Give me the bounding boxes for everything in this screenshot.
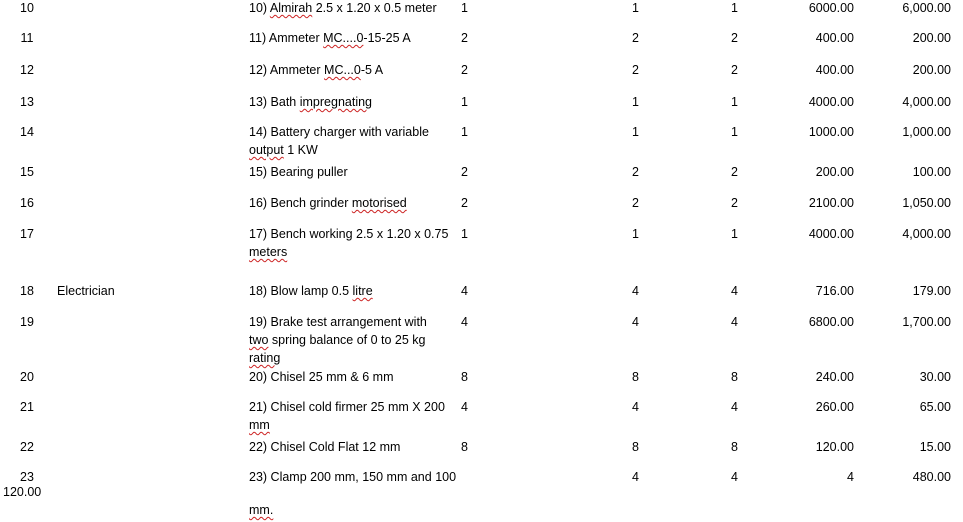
spellcheck-word: litre — [352, 284, 373, 298]
item-text: 13) Bath — [249, 95, 300, 109]
item-text: 14) Battery charger with variable — [249, 125, 429, 139]
serial-number-cell[interactable]: 17 — [20, 227, 34, 241]
item-text: 15) Bearing puller — [249, 165, 348, 179]
spellcheck-word: meters — [249, 245, 288, 259]
quantity-cell[interactable]: 2 — [632, 63, 639, 77]
amount-cell[interactable]: 1,050.00 — [902, 196, 951, 210]
amount-cell[interactable]: 1,700.00 — [902, 315, 951, 329]
quantity-cell[interactable]: 4 — [632, 400, 639, 414]
amount-cell[interactable]: 1,000.00 — [902, 125, 951, 139]
amount-cell[interactable]: 30.00 — [919, 370, 951, 384]
quantity-cell[interactable]: 1 — [632, 125, 639, 139]
spellcheck-word: MC....0 — [323, 31, 364, 45]
item-description-continuation[interactable] — [249, 501, 273, 519]
item-description-cell[interactable] — [249, 194, 457, 212]
item-text: -5 A — [360, 63, 384, 77]
rate-cell[interactable]: 716.00 — [815, 284, 854, 298]
quantity-cell[interactable]: 8 — [632, 440, 639, 454]
quantity-cell[interactable]: 2 — [461, 63, 468, 77]
item-description-cell[interactable] — [249, 0, 457, 17]
spellcheck-word: output — [249, 143, 284, 157]
quantity-cell[interactable]: 2 — [731, 31, 738, 45]
quantity-cell[interactable]: 2 — [632, 196, 639, 210]
rate-cell[interactable]: 200.00 — [815, 165, 854, 179]
amount-cell[interactable]: 179.00 — [912, 284, 951, 298]
item-description-cell[interactable] — [249, 282, 457, 300]
item-text: 19) Brake test arrangement with — [249, 315, 427, 329]
amount-cell[interactable]: 65.00 — [919, 400, 951, 414]
quantity-cell[interactable]: 4 — [632, 315, 639, 329]
spellcheck-word: two — [249, 333, 269, 347]
quantity-cell[interactable]: 1 — [461, 227, 468, 241]
rate-cell[interactable]: 4 — [847, 470, 854, 484]
item-text: 10) — [249, 1, 270, 15]
amount-cell[interactable]: 4,000.00 — [902, 227, 951, 241]
rate-cell[interactable]: 400.00 — [815, 31, 854, 45]
quantity-cell[interactable]: 1 — [632, 95, 639, 109]
item-text: 23) Clamp 200 mm, 150 mm and 100 — [249, 470, 457, 484]
quantity-cell[interactable]: 4 — [731, 470, 738, 484]
item-text: 11) Ammeter — [249, 31, 324, 45]
serial-number-cell[interactable]: 19 — [20, 315, 34, 329]
serial-number-cell[interactable]: 12 — [20, 63, 34, 77]
quantity-cell[interactable]: 8 — [461, 440, 468, 454]
item-text: 21) Chisel cold firmer 25 mm X 200 — [249, 400, 445, 414]
quantity-cell[interactable]: 2 — [461, 165, 468, 179]
quantity-cell[interactable]: 4 — [461, 400, 468, 414]
item-description-cell[interactable] — [249, 163, 457, 181]
amount-cell[interactable]: 200.00 — [912, 63, 951, 77]
quantity-cell[interactable]: 1 — [731, 125, 738, 139]
item-description-cell[interactable] — [249, 468, 457, 486]
quantity-cell[interactable]: 1 — [632, 227, 639, 241]
amount-cell[interactable]: 6,000.00 — [902, 1, 951, 15]
rate-cell[interactable]: 240.00 — [815, 370, 854, 384]
item-description-cell[interactable] — [249, 313, 457, 367]
quantity-cell[interactable]: 4 — [731, 400, 738, 414]
serial-number-cell[interactable]: 15 — [20, 165, 34, 179]
item-text: -15-25 A — [363, 31, 411, 45]
quantity-cell[interactable]: 1 — [461, 125, 468, 139]
serial-number-cell[interactable]: 10 — [20, 1, 34, 15]
quantity-cell[interactable]: 4 — [461, 315, 468, 329]
amount-cell[interactable]: 4,000.00 — [902, 95, 951, 109]
rate-cell[interactable]: 4000.00 — [808, 95, 854, 109]
rate-cell[interactable]: 6000.00 — [808, 1, 854, 15]
quantity-cell[interactable]: 2 — [632, 31, 639, 45]
quantity-cell[interactable]: 1 — [632, 1, 639, 15]
quantity-cell[interactable]: 2 — [731, 63, 738, 77]
serial-number-cell[interactable]: 18 — [20, 284, 34, 298]
amount-cell[interactable]: 480.00 — [912, 470, 951, 484]
rate-cell[interactable]: 400.00 — [815, 63, 854, 77]
quantity-cell[interactable]: 2 — [731, 196, 738, 210]
quantity-cell[interactable]: 8 — [731, 370, 738, 384]
amount-cell[interactable]: 200.00 — [912, 31, 951, 45]
spellcheck-word: mm — [249, 418, 270, 432]
item-description-cell[interactable] — [249, 438, 457, 456]
serial-number-cell[interactable]: 21 — [20, 400, 34, 414]
spellcheck-word: rating — [249, 351, 281, 365]
quantity-cell[interactable]: 2 — [632, 165, 639, 179]
amount-cell[interactable]: 100.00 — [912, 165, 951, 179]
quantity-cell[interactable]: 4 — [632, 470, 639, 484]
rate-cell[interactable]: 1000.00 — [808, 125, 854, 139]
spellcheck-word: motorised — [351, 196, 407, 210]
item-description-cell[interactable] — [249, 123, 457, 159]
overflow-amount-cell[interactable]: 120.00 — [3, 485, 42, 499]
quantity-cell[interactable]: 1 — [731, 95, 738, 109]
item-text: 17) Bench working 2.5 x 1.20 x 0.75 — [249, 227, 449, 241]
quantity-cell[interactable]: 1 — [461, 95, 468, 109]
quantity-cell[interactable]: 2 — [461, 196, 468, 210]
quantity-cell[interactable]: 8 — [461, 370, 468, 384]
quantity-cell[interactable]: 1 — [731, 1, 738, 15]
item-text: 2.5 x 1.20 x 0.5 meter — [312, 1, 437, 15]
item-text: 18) Blow lamp 0.5 — [249, 284, 353, 298]
rate-cell[interactable]: 4000.00 — [808, 227, 854, 241]
spellcheck-word: mm. — [249, 503, 274, 517]
serial-number-cell[interactable]: 22 — [20, 440, 34, 454]
quantity-cell[interactable]: 4 — [632, 284, 639, 298]
item-text: 16) Bench grinder — [249, 196, 352, 210]
serial-number-cell[interactable]: 20 — [20, 370, 34, 384]
serial-number-cell[interactable]: 14 — [20, 125, 34, 139]
rate-cell[interactable]: 6800.00 — [808, 315, 854, 329]
spellcheck-word: Almirah — [269, 1, 313, 15]
item-text: spring balance of 0 to 25 kg — [268, 333, 426, 347]
item-description-cell[interactable] — [249, 368, 457, 386]
quantity-cell[interactable]: 4 — [461, 284, 468, 298]
rate-cell[interactable]: 260.00 — [815, 400, 854, 414]
quantity-cell[interactable]: 2 — [461, 31, 468, 45]
item-description-cell[interactable] — [249, 93, 457, 111]
item-text: 1 KW — [283, 143, 318, 157]
item-description-cell[interactable] — [249, 61, 457, 79]
rate-cell[interactable]: 120.00 — [815, 440, 854, 454]
quantity-cell[interactable]: 8 — [632, 370, 639, 384]
serial-number-cell[interactable]: 16 — [20, 196, 34, 210]
item-description-cell[interactable] — [249, 398, 457, 434]
item-description-cell[interactable] — [249, 29, 457, 47]
item-text: 22) Chisel Cold Flat 12 mm — [249, 440, 401, 454]
serial-number-cell[interactable]: 11 — [20, 31, 34, 45]
quantity-cell[interactable]: 4 — [731, 284, 738, 298]
spellcheck-word: MC...0 — [324, 63, 361, 77]
quantity-cell[interactable]: 4 — [731, 315, 738, 329]
rate-cell[interactable]: 2100.00 — [808, 196, 854, 210]
trade-name-cell[interactable]: Electrician — [57, 284, 115, 298]
item-text: 12) Ammeter — [249, 63, 325, 77]
quantity-cell[interactable]: 1 — [731, 227, 738, 241]
amount-cell[interactable]: 15.00 — [919, 440, 951, 454]
spellcheck-word: impregnating — [299, 95, 372, 109]
quantity-cell[interactable]: 1 — [461, 1, 468, 15]
quantity-cell[interactable]: 8 — [731, 440, 738, 454]
quantity-cell[interactable]: 2 — [731, 165, 738, 179]
serial-number-cell[interactable]: 23 — [20, 470, 34, 484]
item-text: 20) Chisel 25 mm & 6 mm — [249, 370, 394, 384]
serial-number-cell[interactable]: 13 — [20, 95, 34, 109]
item-description-cell[interactable] — [249, 225, 457, 261]
